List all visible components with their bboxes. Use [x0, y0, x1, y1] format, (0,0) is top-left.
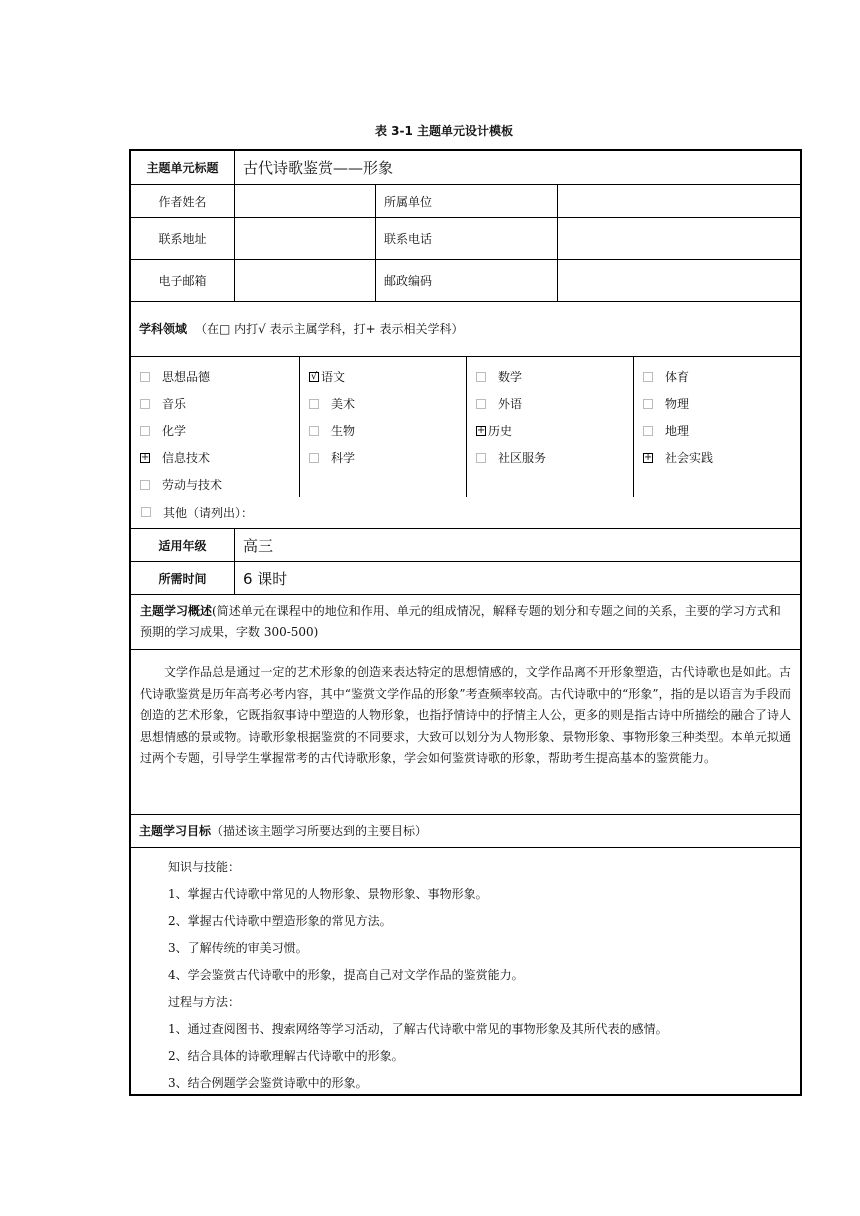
org-field[interactable] — [558, 185, 800, 217]
subject-option-shengwu[interactable] — [309, 417, 467, 444]
checkbox-icon[interactable] — [140, 372, 150, 382]
overview-text[interactable]: 文学作品总是通过一定的艺术形象的创造来表达特定的思想情感的，文学作品离不开形象塑造，古代诗歌也是如此。古代诗歌鉴赏是历年高考必考内容，其中“鉴赏文学作品的形象”考查频率较高。古代诗歌中的“形象”，指的是以语言为手段而创造的艺术形象，它既指叙事诗中塑造的人物形象，也指抒情诗中的抒情主人公，更多的则是指古诗中所描绘的融合了诗人思想情感的景或物。诗歌形象根据鉴赏的不同要求，大致可以划分为人物形象、景物形象、事物形象三种类型。本单元拟通过两个专题，引导学生掌握常考的古代诗歌形象，学会如何鉴赏诗歌的形象，帮助考生提高基本的鉴赏能力。 — [140, 665, 791, 765]
checkbox-icon[interactable] — [476, 372, 486, 382]
subject-name: 社会实践 — [665, 451, 714, 465]
unit-title-label: 主题单元标题 — [131, 151, 235, 184]
subject-name: 数学 — [498, 370, 523, 384]
grade-label: 适用年级 — [131, 529, 235, 561]
subject-option-meishu[interactable] — [309, 390, 467, 417]
phone-label: 联系电话 — [376, 218, 558, 259]
subject-option-kexue[interactable] — [309, 444, 467, 471]
address-label: 联系地址 — [131, 218, 235, 259]
checkbox-icon[interactable] — [309, 399, 319, 409]
goal-item: 4、学会鉴赏古代诗歌中的形象，提高自己对文学作品的鉴赏能力。 — [168, 968, 524, 982]
goal-item: 1、掌握古代诗歌中常见的人物形象、景物形象、事物形象。 — [168, 887, 488, 901]
goal-item: 1、通过查阅图书、搜索网络等学习活动，了解古代诗歌中常见的事物形象及其所代表的感情。 — [168, 1022, 668, 1036]
address-field[interactable] — [235, 218, 376, 259]
plus-checkbox-icon[interactable]: + — [643, 451, 653, 463]
overview-label: 主题学习概述 — [140, 604, 213, 618]
subject-option-sixiangpinde[interactable] — [140, 363, 300, 390]
goal-item: 2、掌握古代诗歌中塑造形象的常见方法。 — [168, 914, 392, 928]
overview-body — [131, 650, 800, 815]
subject-grid — [131, 357, 800, 497]
subject-name: 历史 — [488, 424, 513, 438]
subject-name: 科学 — [331, 451, 356, 465]
subject-name: 劳动与技术 — [162, 478, 223, 492]
address-row — [131, 218, 800, 260]
other-subjects-label: 其他（请列出）： — [163, 505, 254, 520]
email-row — [131, 260, 800, 302]
plus-checkbox-icon[interactable]: + — [140, 451, 150, 463]
author-field[interactable] — [235, 185, 376, 217]
other-subjects[interactable] — [131, 497, 800, 527]
subject-option-dili[interactable] — [643, 417, 800, 444]
goals-body — [131, 848, 800, 1094]
subject-name: 体育 — [665, 370, 690, 384]
page-title: 表 3-1 主题单元设计模板 — [374, 124, 514, 138]
subject-name: 化学 — [162, 424, 187, 438]
subject-column-3 — [467, 357, 634, 497]
checkbox-icon[interactable] — [309, 426, 319, 436]
grade-row — [131, 529, 800, 562]
checkbox-icon[interactable] — [643, 399, 653, 409]
plus-checkbox-icon[interactable]: + — [476, 424, 486, 436]
subject-option-lishi[interactable] — [476, 417, 634, 444]
email-field[interactable] — [235, 260, 376, 301]
grade-value[interactable]: 高三 — [243, 536, 274, 555]
subject-option-shuxue[interactable] — [476, 363, 634, 390]
checkbox-icon[interactable] — [141, 507, 151, 517]
goals-note: （描述该主题学习所要达到的主要目标） — [211, 824, 428, 838]
overview-note: (简述单元在课程中的地位和作用、单元的组成情况，解释专题的划分和专题之间的关系，主要的学习方式和预期的学习成果，字数 300-500) — [140, 604, 781, 639]
phone-field[interactable] — [558, 218, 800, 259]
subject-grid-row — [131, 357, 800, 529]
goals-list[interactable] — [131, 848, 800, 1097]
subject-option-shehuishijian[interactable] — [643, 444, 800, 471]
author-label: 作者姓名 — [131, 185, 235, 217]
checkbox-icon[interactable] — [643, 372, 653, 382]
checkbox-icon[interactable] — [140, 399, 150, 409]
subject-column-2 — [300, 357, 467, 497]
unit-title-row — [131, 151, 800, 185]
subject-option-shequfuwu[interactable] — [476, 444, 634, 471]
subject-name: 物理 — [665, 397, 690, 411]
email-label: 电子邮箱 — [131, 260, 235, 301]
unit-title-value[interactable]: 古代诗歌鉴赏——形象 — [243, 159, 394, 177]
subject-column-1 — [131, 357, 300, 497]
time-label: 所需时间 — [131, 562, 235, 594]
goals-header — [131, 815, 800, 848]
subject-area-note: （在□ 内打√ 表示主属学科，打+ 表示相关学科） — [195, 322, 464, 336]
subject-name: 美术 — [331, 397, 356, 411]
subject-option-laodong[interactable] — [140, 471, 300, 498]
subject-name: 音乐 — [162, 397, 187, 411]
zip-field[interactable] — [558, 260, 800, 301]
subject-column-4 — [634, 357, 800, 497]
checkbox-icon[interactable] — [309, 453, 319, 463]
overview-header — [131, 595, 800, 650]
subject-name: 社区服务 — [498, 451, 547, 465]
org-label: 所属单位 — [376, 185, 558, 217]
design-template-table — [129, 149, 802, 1096]
subject-option-waiyu[interactable] — [476, 390, 634, 417]
checkbox-icon[interactable] — [140, 426, 150, 436]
checkbox-icon[interactable] — [476, 399, 486, 409]
goal-heading: 过程与方法： — [168, 995, 241, 1009]
subject-area-label: 学科领域 — [139, 322, 188, 336]
subject-option-huaxue[interactable] — [140, 417, 300, 444]
subject-name: 生物 — [331, 424, 356, 438]
time-value[interactable]: 6 课时 — [243, 569, 288, 588]
goals-label: 主题学习目标 — [139, 824, 212, 838]
goal-item: 2、结合具体的诗歌理解古代诗歌中的形象。 — [168, 1049, 404, 1063]
time-row — [131, 562, 800, 595]
subject-name: 地理 — [665, 424, 690, 438]
subject-name: 语文 — [321, 370, 346, 384]
subject-option-tiyu[interactable] — [643, 363, 800, 390]
subject-option-xinxijishu[interactable] — [140, 444, 300, 471]
check-checkbox-icon[interactable]: √ — [310, 370, 318, 382]
goal-item: 3、结合例题学会鉴赏诗歌中的形象。 — [168, 1076, 368, 1090]
subject-area-header — [131, 302, 800, 357]
subject-name: 信息技术 — [162, 451, 211, 465]
checkbox-icon[interactable] — [476, 453, 486, 463]
subject-name: 外语 — [498, 397, 523, 411]
subject-name: 思想品德 — [162, 370, 211, 384]
checkbox-icon[interactable] — [140, 480, 150, 490]
goal-item: 3、了解传统的审美习惯。 — [168, 941, 308, 955]
goal-heading: 知识与技能： — [168, 860, 241, 874]
author-row — [131, 185, 800, 218]
zip-label: 邮政编码 — [376, 260, 558, 301]
subject-option-yuwen[interactable] — [309, 363, 467, 390]
subject-option-yinyue[interactable] — [140, 390, 300, 417]
subject-option-wuli[interactable] — [643, 390, 800, 417]
checkbox-icon[interactable] — [643, 426, 653, 436]
